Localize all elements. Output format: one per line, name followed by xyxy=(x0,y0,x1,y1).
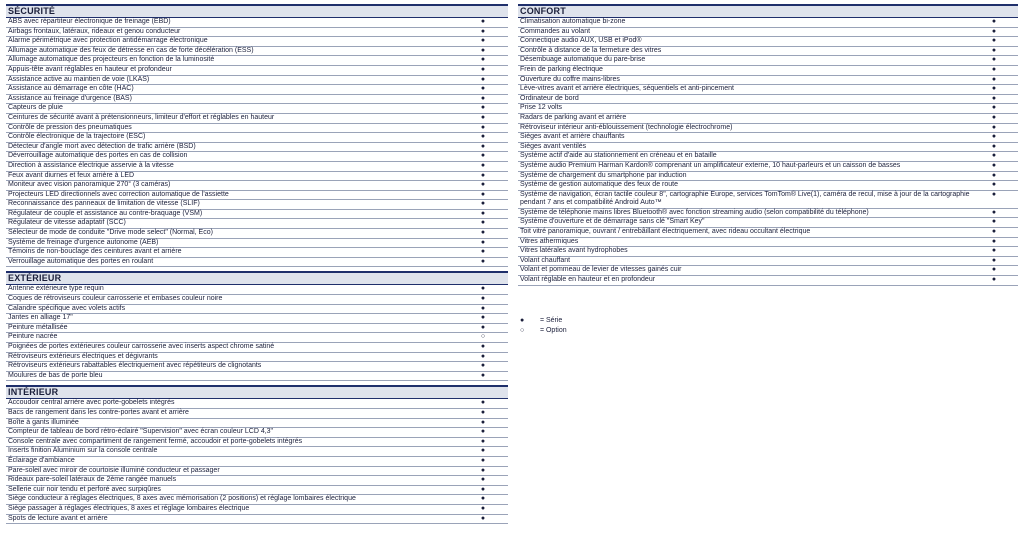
feature-row xyxy=(6,486,508,496)
availability-mark: ● xyxy=(991,247,997,255)
feature-label: Peinture nacrée xyxy=(8,333,58,341)
availability-mark: ● xyxy=(480,229,486,237)
feature-label: Régulateur de couple et assistance au contre-braquage (VSM) xyxy=(8,209,203,217)
feature-label: Jantes en alliage 17" xyxy=(8,314,73,322)
feature-label: Volant réglable en hauteur et en profondeur xyxy=(520,276,656,284)
feature-row xyxy=(518,209,1018,219)
availability-mark: ● xyxy=(480,190,486,198)
feature-row xyxy=(6,248,508,258)
availability-mark: ● xyxy=(480,323,486,331)
feature-row xyxy=(6,399,508,409)
availability-mark: ● xyxy=(480,133,486,141)
availability-mark: ● xyxy=(991,190,997,198)
feature-row xyxy=(518,85,1018,95)
series-mark: ● xyxy=(520,316,525,324)
feature-label: Ouverture du coffre mains-libres xyxy=(520,75,620,83)
series-text: = Série xyxy=(539,316,563,324)
feature-label: Témoins de non-bouclage des ceintures avant et arrière xyxy=(8,248,182,256)
feature-label: Rideaux pare-soleil latéraux de 2ème rangée manuels xyxy=(8,476,177,484)
availability-mark: ● xyxy=(480,181,486,189)
feature-row xyxy=(518,266,1018,276)
availability-mark: ● xyxy=(480,295,486,303)
feature-label: Lève-vitres avant et arrière électriques, séquentiels et anti-pincement xyxy=(520,85,734,93)
feature-row xyxy=(518,114,1018,124)
left-column xyxy=(6,4,508,528)
feature-label: Désembuage automatique du pare-brise xyxy=(520,56,646,64)
feature-label: Toit vitré panoramique, ouvrant / entrebâillant électriquement, avec rideau occultant électrique xyxy=(520,228,811,236)
feature-label: Contrôle à distance de la fermeture des vitres xyxy=(520,46,662,54)
feature-row xyxy=(518,66,1018,76)
feature-row xyxy=(518,181,1018,191)
feature-row xyxy=(6,47,508,57)
availability-mark: ● xyxy=(991,104,997,112)
availability-mark: ● xyxy=(480,200,486,208)
availability-mark: ● xyxy=(480,447,486,455)
availability-mark: ● xyxy=(991,181,997,189)
feature-label: Système de navigation, écran tactile couleur 8", cartographie Europe, services TomTom® Live(1), caméra de recul, mise à jour de la cartographie pendant 7 ans et compatibilité Android Auto™ xyxy=(520,190,970,207)
feature-label: Vitres latérales avant hydrophobes xyxy=(520,247,628,255)
feature-row xyxy=(518,276,1018,286)
feature-row xyxy=(6,239,508,249)
feature-label: Rétroviseur intérieur anti-éblouissement (technologie électrochrome) xyxy=(520,123,733,131)
section-title: CONFORT xyxy=(518,4,1018,18)
feature-row xyxy=(6,409,508,419)
feature-row xyxy=(6,95,508,105)
feature-row xyxy=(518,37,1018,47)
feature-row xyxy=(6,258,508,268)
availability-mark: ● xyxy=(480,171,486,179)
feature-label: Airbags frontaux, latéraux, rideaux et genou conducteur xyxy=(8,27,181,35)
availability-mark: ● xyxy=(991,27,997,35)
availability-mark: ● xyxy=(480,85,486,93)
section-exterieur xyxy=(6,271,508,381)
availability-mark: ● xyxy=(480,476,486,484)
feature-label: Moniteur avec vision panoramique 270° (3 caméras) xyxy=(8,181,171,189)
feature-row xyxy=(6,28,508,38)
feature-label: Peinture métallisée xyxy=(8,323,68,331)
feature-row xyxy=(6,85,508,95)
feature-row xyxy=(6,495,508,505)
feature-row xyxy=(518,47,1018,57)
feature-row xyxy=(6,114,508,124)
feature-row xyxy=(6,210,508,220)
feature-label: Prise 12 volts xyxy=(520,104,563,112)
legend xyxy=(518,316,1018,336)
availability-mark: ● xyxy=(991,208,997,216)
availability-mark: ● xyxy=(480,314,486,322)
feature-label: Alarme périmétrique avec protection antidémarrage électronique xyxy=(8,37,208,45)
availability-mark: ● xyxy=(480,428,486,436)
feature-label: Système de gestion automatique des feux de route xyxy=(520,181,678,189)
availability-mark: ● xyxy=(480,466,486,474)
feature-label: Verrouillage automatique des portes en roulant xyxy=(8,257,154,265)
feature-row xyxy=(518,228,1018,238)
feature-row xyxy=(6,476,508,486)
feature-label: Ceintures de sécurité avant à prétensionneurs, limiteur d'effort et réglables en hauteur xyxy=(8,113,275,121)
feature-label: Siège conducteur à réglages électriques, 8 axes avec mémorisation (2 positions) et réglage lombaires électrique xyxy=(8,495,356,503)
feature-label: Vitres athermiques xyxy=(520,237,579,245)
feature-row xyxy=(518,143,1018,153)
feature-row xyxy=(6,372,508,382)
feature-label: Régulateur de vitesse adaptatif (SCC) xyxy=(8,219,126,227)
feature-row xyxy=(518,238,1018,248)
feature-label: Climatisation automatique bi-zone xyxy=(520,18,626,25)
section-interieur xyxy=(6,385,508,524)
availability-mark: ● xyxy=(480,485,486,493)
feature-label: Coques de rétroviseurs couleur carrosserie et embases couleur noire xyxy=(8,295,223,303)
feature-row xyxy=(6,305,508,315)
availability-mark: ● xyxy=(480,495,486,503)
availability-mark: ● xyxy=(480,46,486,54)
feature-row xyxy=(6,124,508,134)
availability-mark: ● xyxy=(480,408,486,416)
availability-mark: ● xyxy=(480,104,486,112)
feature-row xyxy=(518,218,1018,228)
feature-row xyxy=(6,314,508,324)
availability-mark: ● xyxy=(480,257,486,265)
feature-label: Contrôle de pression des pneumatiques xyxy=(8,123,132,131)
availability-mark: ● xyxy=(480,371,486,379)
feature-label: Volant et pommeau de levier de vitesses gainés cuir xyxy=(520,266,682,274)
availability-mark: ● xyxy=(991,161,997,169)
feature-label: Siège passager à réglages électriques, 8 axes et réglage lombaires électrique xyxy=(8,504,250,512)
availability-mark: ● xyxy=(991,113,997,121)
availability-mark: ● xyxy=(991,228,997,236)
availability-mark: ● xyxy=(991,142,997,150)
feature-label: Système actif d'aide au stationnement en créneau et en bataille xyxy=(520,152,717,160)
availability-mark: ● xyxy=(480,113,486,121)
feature-row xyxy=(6,353,508,363)
availability-mark: ● xyxy=(991,65,997,73)
feature-label: Reconnaissance des panneaux de limitation de vitesse (SLIF) xyxy=(8,200,200,208)
feature-row xyxy=(518,28,1018,38)
section-title: EXTÉRIEUR xyxy=(6,271,508,285)
availability-mark: ● xyxy=(991,37,997,45)
feature-row xyxy=(518,18,1018,28)
availability-mark: ● xyxy=(991,94,997,102)
availability-mark: ● xyxy=(480,219,486,227)
section-confort xyxy=(518,4,1018,286)
feature-label: Allumage automatique des projecteurs en fonction de la luminosité xyxy=(8,56,215,64)
feature-label: Antenne extérieure type requin xyxy=(8,285,104,293)
availability-mark: ● xyxy=(480,238,486,246)
availability-mark: ● xyxy=(991,75,997,83)
availability-mark: ● xyxy=(991,123,997,131)
feature-label: Rétroviseurs extérieurs électriques et dégivrants xyxy=(8,352,158,360)
feature-label: Frein de parking électrique xyxy=(520,65,603,73)
section-securite xyxy=(6,4,508,267)
feature-label: Compteur de tableau de bord rétro-éclairé "Supervision" avec écran couleur LCD 4,3" xyxy=(8,428,274,436)
availability-mark: ● xyxy=(991,133,997,141)
availability-mark: ● xyxy=(991,276,997,284)
availability-mark: ● xyxy=(480,304,486,312)
availability-mark: ● xyxy=(480,18,486,25)
feature-row xyxy=(6,229,508,239)
feature-label: Boîte à gants illuminée xyxy=(8,418,79,426)
section-title: SÉCURITÉ xyxy=(6,4,508,18)
availability-mark: ● xyxy=(991,152,997,160)
feature-label: Rétroviseurs extérieurs rabattables électriquement avec répétiteurs de clignotants xyxy=(8,362,262,370)
feature-label: Projecteurs LED directionnels avec correction automatique de l'assiette xyxy=(8,190,229,198)
feature-row xyxy=(518,162,1018,172)
availability-mark: ● xyxy=(480,161,486,169)
feature-label: Déverrouillage automatique des portes en cas de collision xyxy=(8,152,188,160)
feature-row xyxy=(6,56,508,66)
availability-mark: ● xyxy=(480,343,486,350)
feature-label: Système audio Premium Harman Kardon® comprenant un amplificateur externe, 10 haut-parleurs et un caisson de basses xyxy=(520,161,901,169)
feature-label: Assistance au démarrage en côte (HAC) xyxy=(8,85,134,93)
option-text: = Option xyxy=(539,326,567,334)
feature-label: Sièges avant ventilés xyxy=(520,142,587,150)
availability-mark: ● xyxy=(480,65,486,73)
availability-mark: ● xyxy=(480,456,486,464)
feature-row xyxy=(6,515,508,525)
feature-label: Volant chauffant xyxy=(520,256,571,264)
feature-row xyxy=(6,447,508,457)
feature-row xyxy=(518,152,1018,162)
feature-row xyxy=(518,172,1018,182)
feature-label: Radars de parking avant et arrière xyxy=(520,113,627,121)
right-column xyxy=(518,4,1018,336)
feature-row xyxy=(6,428,508,438)
feature-row xyxy=(6,343,508,353)
availability-mark: ● xyxy=(480,75,486,83)
availability-mark: ● xyxy=(991,85,997,93)
feature-label: ABS avec répartiteur électronique de freinage (EBD) xyxy=(8,18,171,25)
feature-label: Ordinateur de bord xyxy=(520,94,579,102)
feature-label: Allumage automatique des feux de détresse en cas de forte décélération (ESS) xyxy=(8,46,254,54)
feature-label: Feux avant diurnes et feux arrière à LED xyxy=(8,171,135,179)
feature-label: Détecteur d'angle mort avec détection de trafic arrière (BSD) xyxy=(8,142,196,150)
availability-mark: ● xyxy=(991,18,997,25)
feature-label: Inserts finition Aluminium sur la console centrale xyxy=(8,447,158,455)
feature-row xyxy=(6,162,508,172)
availability-mark: ● xyxy=(480,27,486,35)
feature-row xyxy=(518,247,1018,257)
feature-label: Assistance au freinage d'urgence (BAS) xyxy=(8,94,132,102)
feature-label: Sièges avant et arrière chauffants xyxy=(520,133,625,141)
right-sections xyxy=(518,4,1018,286)
availability-mark: ● xyxy=(480,418,486,426)
availability-mark: ● xyxy=(480,248,486,256)
availability-mark: ● xyxy=(991,237,997,245)
availability-mark: ● xyxy=(991,266,997,274)
feature-label: Bacs de rangement dans les contre-portes avant et arrière xyxy=(8,408,189,416)
feature-label: Sellerie cuir noir tendu et perforé avec surpiqûres xyxy=(8,485,161,493)
availability-mark: ● xyxy=(480,399,486,407)
availability-mark: ● xyxy=(480,142,486,150)
feature-row xyxy=(518,56,1018,66)
feature-row xyxy=(6,143,508,153)
feature-row xyxy=(518,257,1018,267)
feature-label: Contrôle électronique de la trajectoire (ESC) xyxy=(8,133,146,141)
feature-label: Système de chargement du smartphone par induction xyxy=(520,171,687,179)
feature-row xyxy=(6,181,508,191)
feature-label: Capteurs de pluie xyxy=(8,104,63,112)
feature-row xyxy=(6,295,508,305)
feature-row xyxy=(6,362,508,372)
availability-mark: ● xyxy=(480,514,486,522)
feature-row xyxy=(6,324,508,334)
feature-row xyxy=(6,419,508,429)
availability-mark: ● xyxy=(991,171,997,179)
availability-mark: ● xyxy=(480,209,486,217)
availability-mark: ● xyxy=(991,256,997,264)
feature-label: Sélecteur de mode de conduite "Drive mode select" (Normal, Eco) xyxy=(8,229,213,237)
feature-label: Système d'ouverture et de démarrage sans clé "Smart Key" xyxy=(520,218,705,226)
availability-mark: ● xyxy=(480,56,486,64)
feature-row xyxy=(6,285,508,295)
feature-label: Direction à assistance électrique asservie à la vitesse xyxy=(8,161,174,169)
availability-mark: ● xyxy=(480,362,486,370)
availability-mark: ● xyxy=(480,94,486,102)
feature-label: Calandre spécifique avec volets actifs xyxy=(8,304,126,312)
feature-label: Spots de lecture avant et arrière xyxy=(8,514,108,522)
feature-label: Appuis-tête avant réglables en hauteur et profondeur xyxy=(8,65,172,73)
availability-mark: ● xyxy=(480,285,486,293)
feature-label: Système de freinage d'urgence autonome (AEB) xyxy=(8,238,159,246)
feature-row xyxy=(518,76,1018,86)
availability-mark: ○ xyxy=(480,333,486,341)
availability-mark: ● xyxy=(991,56,997,64)
feature-row xyxy=(6,152,508,162)
feature-label: Assistance active au maintien de voie (LKAS) xyxy=(8,75,150,83)
feature-label: Poignées de portes extérieures couleur carrosserie avec inserts aspect chrome satiné xyxy=(8,343,275,350)
feature-row xyxy=(6,133,508,143)
feature-label: Console centrale avec compartiment de rangement fermé, accoudoir et porte-gobelets intégrés xyxy=(8,437,303,445)
feature-row xyxy=(518,104,1018,114)
feature-row xyxy=(6,467,508,477)
availability-mark: ● xyxy=(991,46,997,54)
feature-label: Accoudoir central arrière avec porte-gobelets intégrés xyxy=(8,399,175,407)
feature-row xyxy=(518,133,1018,143)
availability-mark: ● xyxy=(480,352,486,360)
feature-row xyxy=(6,333,508,343)
availability-mark: ● xyxy=(480,123,486,131)
feature-row xyxy=(6,505,508,515)
feature-row xyxy=(518,95,1018,105)
availability-mark: ● xyxy=(991,218,997,226)
legend-series xyxy=(520,316,1018,326)
feature-label: Éclairage d'ambiance xyxy=(8,456,75,464)
section-title: INTÉRIEUR xyxy=(6,385,508,399)
feature-label: Pare-soleil avec miroir de courtoisie illuminé conducteur et passager xyxy=(8,466,220,474)
feature-row xyxy=(518,191,1018,209)
feature-row xyxy=(6,66,508,76)
availability-mark: ● xyxy=(480,437,486,445)
feature-row xyxy=(6,219,508,229)
feature-row xyxy=(6,76,508,86)
feature-row xyxy=(6,18,508,28)
feature-row xyxy=(518,124,1018,134)
feature-row xyxy=(6,438,508,448)
feature-label: Connectique audio AUX, USB et iPod® xyxy=(520,37,642,45)
feature-row xyxy=(6,200,508,210)
legend-option xyxy=(520,326,1018,336)
availability-mark: ● xyxy=(480,504,486,512)
feature-row xyxy=(6,172,508,182)
option-mark: ○ xyxy=(520,326,525,334)
availability-mark: ● xyxy=(480,37,486,45)
feature-label: Moulures de bas de porte bleu xyxy=(8,371,103,379)
feature-label: Commandes au volant xyxy=(520,27,591,35)
feature-row xyxy=(6,104,508,114)
feature-row xyxy=(6,457,508,467)
feature-label: Système de téléphonie mains libres Bluetooth® avec fonction streaming audio (selon compatibilité du téléphone) xyxy=(520,208,869,216)
feature-row xyxy=(6,37,508,47)
availability-mark: ● xyxy=(480,152,486,160)
feature-row xyxy=(6,191,508,201)
